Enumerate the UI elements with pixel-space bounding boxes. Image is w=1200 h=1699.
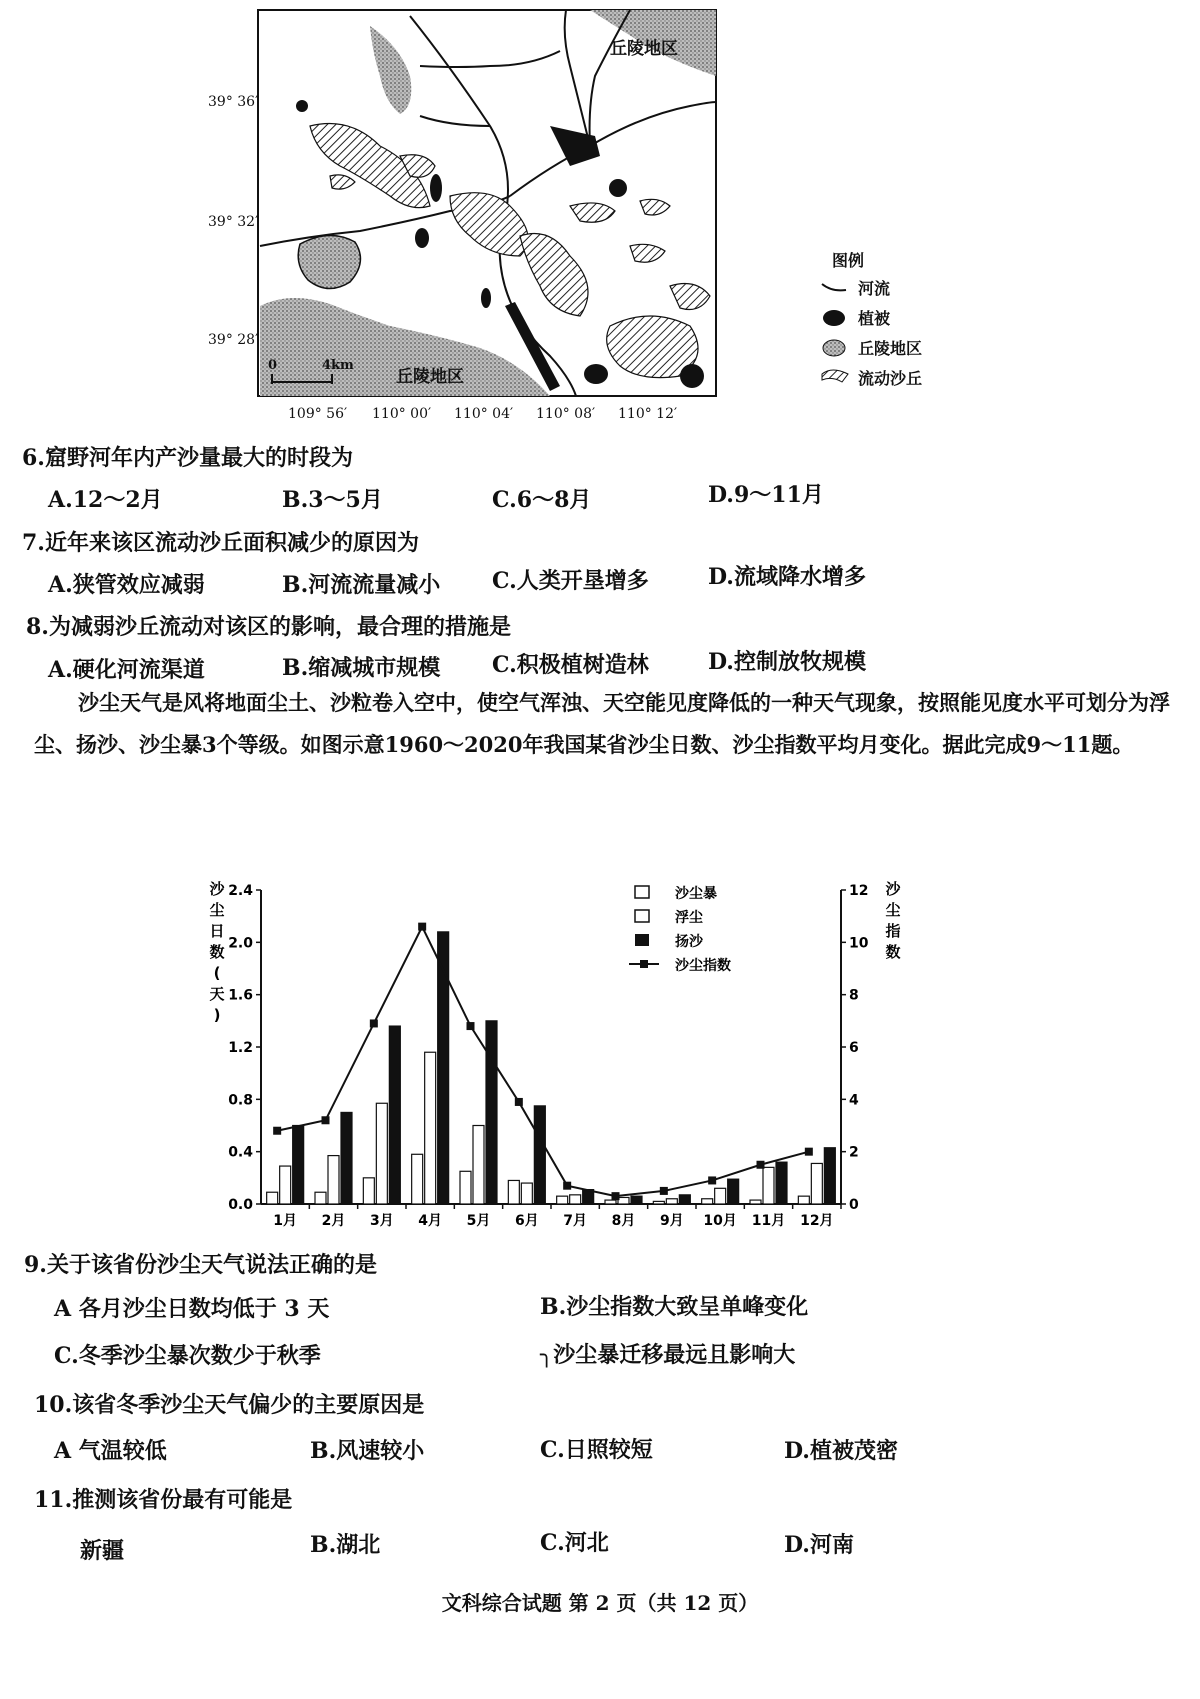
y-axis-label-char: 尘 xyxy=(209,901,225,919)
q7-option-c: C.人类开垦增多 xyxy=(492,568,649,594)
y2-axis-label-char: 数 xyxy=(885,943,901,961)
legend-item-dune: 流动沙丘 xyxy=(858,369,923,388)
bar-dust-storm xyxy=(702,1199,713,1204)
question-11-stem: 11.推测该省份最有可能是 xyxy=(34,1487,293,1513)
bar-dust-storm xyxy=(798,1196,809,1204)
bar-floating-dust xyxy=(570,1195,581,1204)
bar-floating-dust xyxy=(328,1156,339,1204)
lon-label: 110° 04′ xyxy=(454,406,514,422)
y2-tick-label: 4 xyxy=(849,1092,859,1109)
y2-tick-label: 8 xyxy=(849,987,859,1004)
y-tick-label: 0.4 xyxy=(228,1144,253,1161)
page-footer: 文科综合试题 第 2 页（共 12 页） xyxy=(441,1591,759,1615)
line-dust-index-marker xyxy=(563,1182,571,1190)
q10-option-a: A 气温较低 xyxy=(54,1438,167,1464)
q6-option-b: B.3～5月 xyxy=(282,487,383,513)
scale-label: 4km xyxy=(322,358,354,373)
line-dust-index-marker xyxy=(708,1176,716,1184)
y-axis-label-char: ) xyxy=(213,1006,221,1024)
dune-legend-icon xyxy=(822,370,848,382)
bar-floating-dust xyxy=(425,1052,436,1204)
lat-label: 39° 32′ xyxy=(208,214,259,230)
y-axis-label-char: ( xyxy=(213,964,221,982)
dust-chart xyxy=(195,876,965,1234)
y-tick-label: 0.0 xyxy=(228,1197,253,1213)
q7-option-a: A.狭管效应减弱 xyxy=(48,572,205,598)
legend-swatch-dust-storm xyxy=(635,886,649,898)
line-dust-index-marker xyxy=(515,1098,523,1106)
bar-blowing-sand xyxy=(389,1026,400,1204)
y-tick-label: 2.0 xyxy=(228,935,253,952)
legend-label-dust-index: 沙尘指数 xyxy=(675,958,731,974)
q7-option-b: B.河流流量减小 xyxy=(282,572,441,598)
chart-svg xyxy=(195,876,965,1234)
river-legend-icon xyxy=(822,284,846,290)
y-axis-label-char: 天 xyxy=(209,985,225,1003)
legend-swatch-floating-dust xyxy=(635,910,649,922)
lon-label: 110° 00′ xyxy=(372,406,432,422)
bar-blowing-sand xyxy=(293,1126,304,1205)
q9-option-c: C.冬季沙尘暴次数少于秋季 xyxy=(54,1343,321,1369)
intro-paragraph: 沙尘天气是风将地面尘土、沙粒卷入空中，使空气浑浊、天空能见度降低的一种天气现象，按照能见度水平可划分为浮尘、扬沙、沙尘暴3个等级。如图示意1960～2020年我国某省沙尘日数、沙尘指数平均月变化。据此完成9～11题。 xyxy=(34,690,1170,757)
line-dust-index-marker xyxy=(467,1022,475,1030)
bar-blowing-sand xyxy=(776,1162,787,1204)
question-7-stem: 7.近年来该区流动沙丘面积减少的原因为 xyxy=(22,530,419,556)
line-dust-index-marker xyxy=(612,1192,620,1200)
q8-option-d: D.控制放牧规模 xyxy=(708,649,866,675)
bar-blowing-sand xyxy=(534,1106,545,1204)
y2-tick-label: 12 xyxy=(849,883,869,899)
q11-option-c: C.河北 xyxy=(540,1530,609,1556)
question-6-stem: 6.窟野河年内产沙量最大的时段为 xyxy=(22,445,353,471)
q9-option-a: A 各月沙尘日数均低于 3 天 xyxy=(54,1296,330,1322)
bar-dust-storm xyxy=(267,1192,278,1204)
x-tick-label: 2月 xyxy=(321,1213,346,1229)
line-dust-index-marker xyxy=(660,1187,668,1195)
y2-tick-label: 2 xyxy=(849,1144,859,1161)
y-tick-label: 0.8 xyxy=(228,1092,253,1109)
legend-item-river: 河流 xyxy=(858,279,891,298)
bar-blowing-sand xyxy=(341,1112,352,1204)
bar-blowing-sand xyxy=(438,932,449,1204)
lat-label: 39° 28′ xyxy=(208,332,259,348)
bar-floating-dust xyxy=(473,1126,484,1205)
legend-item-hill: 丘陵地区 xyxy=(858,339,923,358)
q11-option-b: B.湖北 xyxy=(310,1532,381,1558)
lat-label: 39° 36′ xyxy=(208,94,259,110)
line-dust-index-marker xyxy=(418,923,426,931)
bar-dust-storm xyxy=(605,1200,616,1204)
scale-zero-label: 0 xyxy=(268,358,278,373)
bar-dust-storm xyxy=(508,1180,519,1204)
question-10-stem: 10.该省冬季沙尘天气偏少的主要原因是 xyxy=(34,1392,425,1418)
q9-option-d: ╮沙尘暴迁移最远且影响大 xyxy=(540,1342,796,1368)
q7-option-d: D.流域降水增多 xyxy=(708,564,866,590)
legend-label-dust-storm: 沙尘暴 xyxy=(675,886,717,902)
bar-floating-dust xyxy=(280,1166,291,1204)
legend-item-vegetation: 植被 xyxy=(858,309,891,328)
q10-option-d: D.植被茂密 xyxy=(784,1438,898,1464)
lon-label: 110° 12′ xyxy=(618,406,678,422)
y2-tick-label: 6 xyxy=(849,1040,859,1056)
q6-option-c: C.6～8月 xyxy=(492,487,592,513)
y2-tick-label: 10 xyxy=(849,935,869,952)
question-8-stem: 8.为减弱沙丘流动对该区的影响，最合理的措施是 xyxy=(26,614,511,640)
y2-tick-label: 0 xyxy=(849,1197,859,1213)
q9-option-b: B.沙尘指数大致呈单峰变化 xyxy=(540,1294,809,1320)
bar-floating-dust xyxy=(666,1199,677,1204)
y-tick-label: 2.4 xyxy=(228,883,253,899)
x-tick-label: 5月 xyxy=(466,1213,491,1229)
line-dust-index-marker xyxy=(805,1148,813,1156)
line-dust-index-marker xyxy=(273,1127,281,1135)
q11-option-d: D.河南 xyxy=(784,1532,854,1558)
legend-swatch-dust-index-marker xyxy=(640,960,648,968)
y2-axis-label-char: 尘 xyxy=(885,901,901,919)
x-tick-label: 11月 xyxy=(751,1213,786,1229)
bar-blowing-sand xyxy=(824,1148,835,1204)
legend-symbols xyxy=(818,270,858,400)
question-9-stem: 9.关于该省份沙尘天气说法正确的是 xyxy=(24,1252,377,1278)
hill-legend-icon xyxy=(823,340,845,356)
hill-region-west xyxy=(298,235,360,288)
bar-floating-dust xyxy=(763,1167,774,1204)
bar-blowing-sand xyxy=(631,1196,642,1204)
y-axis-label-char: 沙 xyxy=(209,880,225,898)
legend-label-floating-dust: 浮尘 xyxy=(675,910,703,926)
bar-dust-storm xyxy=(363,1178,374,1204)
bar-dust-storm xyxy=(412,1154,423,1204)
x-tick-label: 6月 xyxy=(514,1213,539,1229)
x-tick-label: 7月 xyxy=(563,1213,588,1229)
bar-dust-storm xyxy=(750,1200,761,1204)
bar-blowing-sand xyxy=(486,1021,497,1204)
hill-label-north: 丘陵地区 xyxy=(610,39,678,59)
y-tick-label: 1.6 xyxy=(228,987,253,1004)
x-tick-label: 3月 xyxy=(369,1213,394,1229)
y-axis-label-char: 日 xyxy=(209,922,225,940)
legend-swatch-blowing-sand xyxy=(635,934,649,946)
bar-blowing-sand xyxy=(679,1195,690,1204)
q10-option-b: B.风速较小 xyxy=(310,1438,425,1464)
hill-label-south: 丘陵地区 xyxy=(396,367,464,387)
y2-axis-label-char: 沙 xyxy=(885,880,901,898)
line-dust-index-marker xyxy=(757,1161,765,1169)
y2-axis-label-char: 指 xyxy=(885,922,901,940)
x-tick-label: 9月 xyxy=(659,1213,684,1229)
x-tick-label: 4月 xyxy=(418,1213,443,1229)
x-tick-label: 8月 xyxy=(611,1213,636,1229)
vegetation-legend-icon xyxy=(823,310,845,326)
x-tick-label: 12月 xyxy=(800,1213,834,1229)
bar-floating-dust xyxy=(618,1197,629,1204)
line-dust-index-marker xyxy=(322,1116,330,1124)
bar-dust-storm xyxy=(460,1171,471,1204)
q10-option-c: C.日照较短 xyxy=(540,1437,653,1463)
q8-option-b: B.缩减城市规模 xyxy=(282,655,441,681)
lon-label: 109° 56′ xyxy=(288,406,348,422)
x-tick-label: 10月 xyxy=(703,1213,737,1229)
bar-dust-storm xyxy=(315,1192,326,1204)
y-axis-label-char: 数 xyxy=(209,943,225,961)
legend-label-blowing-sand: 扬沙 xyxy=(675,934,703,950)
map-figure xyxy=(208,6,890,426)
q8-option-a: A.硬化河流渠道 xyxy=(48,657,205,683)
bar-floating-dust xyxy=(376,1103,387,1204)
bar-dust-storm xyxy=(653,1201,664,1204)
lon-label: 110° 08′ xyxy=(536,406,596,422)
bar-dust-storm xyxy=(557,1196,568,1204)
bar-floating-dust xyxy=(521,1183,532,1204)
x-tick-label: 1月 xyxy=(273,1213,298,1229)
q8-option-c: C.积极植树造林 xyxy=(492,652,649,678)
bar-floating-dust xyxy=(715,1188,726,1204)
bar-floating-dust xyxy=(811,1163,822,1204)
y-tick-label: 1.2 xyxy=(228,1040,253,1056)
q6-option-a: A.12～2月 xyxy=(48,487,163,513)
legend-title: 图例 xyxy=(832,251,865,270)
line-dust-index-marker xyxy=(370,1019,378,1027)
q6-option-d: D.9～11月 xyxy=(708,482,824,508)
map-legend xyxy=(818,240,968,400)
bar-blowing-sand xyxy=(728,1179,739,1204)
q11-option-a: 新疆 xyxy=(80,1538,125,1564)
